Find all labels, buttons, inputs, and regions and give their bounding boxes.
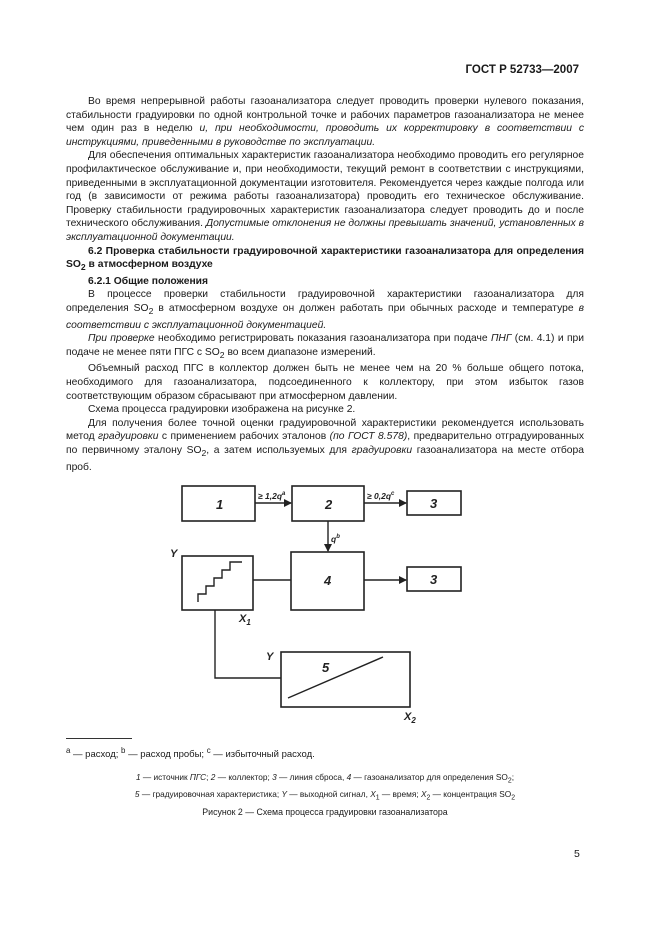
text-run: — линия сброса, [276,772,347,782]
superscript: b [121,746,126,755]
text-run: 6.2 Проверка стабильности градуировочной характеристики газоанализатора для определения SO [66,245,584,271]
text-run-italic: градуировки [98,431,159,443]
label-box3b: 3 [430,572,438,587]
box-chart-step [182,556,253,610]
footnote [66,745,315,761]
subscript: 2 [148,306,154,316]
text-run: необходимо регистрировать показания газоанализатора при подаче [154,333,491,345]
text-run-italic: 5 [134,788,140,799]
text-run: — градуировочная характеристика; [139,788,282,799]
text-run: (см. 4.1) и при подаче не менее пяти ПГС с SO [66,333,584,358]
text-run: — время; [379,788,421,799]
label-axis-y2: Y [266,651,274,663]
text-run: Для получения более точной оценки градуировочной характеристики рекомендуется использовать метод [66,417,584,443]
document-header: ГОСТ Р 52733—2007 [465,64,579,76]
text-run-italic: X [370,788,376,799]
paragraph-2 [66,149,584,244]
paragraph-6: Схема процесса градуировки изображена на рисунке 2. [88,404,356,416]
subscript: 2 [201,448,207,459]
text-run: , а затем используемых для [206,444,352,456]
text-run: Во время непрерывной работы газоанализатора следует проводить проверки нулевого показания, стабильности градуировки по одной контрольной точке и рабочих параметров газоанализатора не менее чем один раз в неделю [66,96,584,135]
label-box3a: 3 [430,496,438,511]
text-run-italic: ПГС [189,772,207,782]
label-flow-out: ≥ $0,2q^c$ [367,491,395,501]
text-run-italic: градуировки [351,444,413,456]
label-axis-y1: Y [170,548,178,560]
staircase-signal [198,562,242,602]
paragraph-5: Объемный расход ПГС в коллектор должен быть не менее чем на 20 % больше общего потока, необходимого для газоанализатора, подсоединенного к коллектору, при этом избыток газов соответствующим образом сбрасывают при атмосферном давлении. [66,363,584,402]
calibration-line [288,657,383,698]
text-run: газоанализатора на месте отбора проб. [66,444,584,473]
text-run: — концентрация SO [430,788,512,799]
section-heading-6-2 [66,245,584,275]
text-run: в атмосферном воздухе [85,259,213,271]
text-run-italic: в соответствии с эксплуатационной документацией. [66,302,584,331]
footnote-rule [66,738,132,739]
label-axis-x2: $X_2$ [404,711,416,725]
calibration-diagram [0,470,661,730]
text-run-italic: Y [281,788,287,799]
text-run: — газоанализатор для определения SO [351,772,508,782]
label-flow-in: ≥ $1,2q^a$ [258,491,286,501]
paragraph-1 [66,95,584,149]
text-run: В процессе проверки стабильности градуировочной характеристики газоанализатора для определения SO [66,289,584,314]
text-run: , предварительно отградуированных по первичному эталону SO [66,431,584,456]
figure-legend [66,771,584,804]
page-number: 5 [574,848,580,860]
subscript: 2 [219,349,225,360]
body-text [66,95,584,474]
text-run: с применением рабочих эталонов [158,431,330,443]
paragraph-7 [66,417,584,474]
label-probe-flow: $q^b$ [331,534,340,544]
subscript: 2 [507,777,512,785]
label-axis-x1: $X_1$ [239,613,251,627]
text-run-italic: 2 [210,772,216,782]
text-run: Для обеспечения оптимальных характеристик газоанализатора необходимо проводить его регулярное профилактическое обслуживание и, при необходимости, текущий ремонт в соответствии с инструкциями, приведенными в эксплуатационной документации изготовителя. Рекомендуется через каждые полгода или год (в зависимости от режима работы газоанализатора) проводить его техническое обслуживание. Проверку стабильности градуировочных характеристик газоанализатора следует проводить до и после технического обслуживания. [66,150,584,230]
subscript: 2 [80,262,86,273]
legend-line-1 [66,771,584,788]
text-run-italic: При проверке [88,333,155,345]
box-calibration-curve [281,652,410,707]
label-box2: 2 [325,497,333,512]
text-run: — расход; [70,749,122,761]
text-run-italic: 1 [135,772,141,782]
text-run: — избыточный расход. [210,749,315,761]
text-run: ; [206,772,211,782]
text-run-italic: 4 [346,772,352,782]
text-run: — расход пробы; [125,749,207,761]
text-run-italic: (по ГОСТ 8.578) [329,431,408,443]
subscript: 1 [375,794,380,802]
text-run: — выходной сигнал, [286,788,371,799]
superscript: a [66,746,71,755]
text-run: ; [511,772,515,782]
text-run-italic: Допустимые отклонения не должны превышать значений, установленных в эксплуатационной документации. [66,218,584,243]
subscript: 2 [511,794,516,802]
text-run-italic: ПНГ [490,333,512,345]
text-run: в атмосферном воздухе он должен работать при обычных расходе и температуре [153,302,579,314]
label-box5: 5 [322,660,330,675]
paragraph-4 [66,332,584,362]
text-run: во всем диапазоне измерений. [224,346,376,358]
section-heading-6-2-1: 6.2.1 Общие положения [88,275,208,287]
figure-caption: Рисунок 2 — Схема процесса градуировки газоанализатора [202,807,448,817]
text-run-italic: и, при необходимости, проводить их корректировку в соответствии с инструкциями, приведенными в руководстве по эксплуатации. [66,123,584,148]
text-run-italic: 3 [272,772,277,782]
label-box4: 4 [324,573,332,588]
paragraph-3 [66,288,584,332]
text-run: — коллектор; [215,772,273,782]
subscript: 2 [426,794,431,802]
superscript: c [206,746,211,755]
text-run: — источник [140,772,190,782]
label-box1: 1 [216,497,224,512]
text-run-italic: X [420,788,427,799]
legend-line-2 [66,788,584,805]
